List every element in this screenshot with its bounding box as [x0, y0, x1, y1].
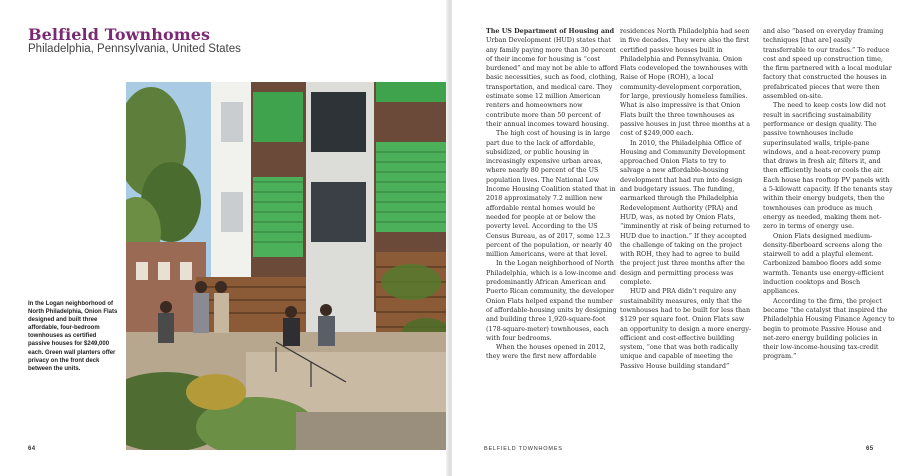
paragraph: The high cost of housing is in large part due to the lack of affordable, subsidized, or public housing in increasingly expensive urban areas, where nearly 80 percent of the US population lives. The National Low Income Housing Coalition stated that in 2018 approximately 7.2 million new affordable rental homes would be needed for people at or below the poverty level. According to the US Census Bureau, as of 2017, some 12.3 percent of the population, or nearly 40 million Americans, were at that level. [486, 129, 616, 259]
paragraph: residences North Philadelphia had seen in five decades. They were also the first certified passive houses built in Philadelphia and Pennsylvania. Onion Flats codeveloped the townhouses with Raise of Hope (ROH), a local community-development corporation, for large, previously homeless families. What is also impressive is that Onion Flats built the three townhouses as passive houses in just three months at a cost of $249,000 each. [620, 27, 751, 138]
lead-in: The US Department of Housing and [486, 27, 615, 35]
running-head: BELFIELD TOWNHOMES [484, 446, 563, 452]
page-subtitle: Philadelphia, Pennsylvania, United States [28, 43, 241, 55]
paragraph: The need to keep costs low did not result in sacrificing sustainability performance or design quality. The passive townhouses include superinsulated walls, triple-pane windows, and a heat-recovery pump that draws in fresh air, filters it, and then efficiently heats or cools the air. Each house has rooftop PV panels with a 5-kilowatt capacity. If the tenants stay within their energy budgets, then the townhouses can produce as much energy as needed, making them net-zero in terms of energy use. [763, 101, 893, 231]
paragraph: HUD and PRA didn’t require any sustainability measures, only that the townhouses had to be built for less than $129 per square foot. Onion Flats saw an opportunity to design a more energy-efficient and cost-effective building system, “one that was both radically unique and capable of meeting the Passive House building standard” [620, 287, 752, 370]
left-page [0, 0, 448, 476]
photo-caption: In the Logan neighborhood of North Philadelphia, Onion Flats designed and built three affordable, four-bedroom townhouses as certified passive houses for $249,000 each. Green wall planters offer privacy on the front deck between the units. [28, 301, 118, 372]
text-column-2 [620, 27, 752, 371]
townhouse-photo [126, 82, 448, 450]
paragraph: When the houses opened in 2012, they were the first new affordable [486, 343, 606, 361]
paragraph [486, 27, 618, 129]
paragraph-text: Urban Development (HUD) states that any family paying more than 30 percent of their income for housing is “cost burdened” and may not be able to afford basic necessities, such as food, clothing, transportation, and medical care. They estimate some 12 million American renters and homeowners now contribute more than 50 percent of their annual incomes toward housing. [486, 36, 618, 128]
paragraph: and also “based on everyday framing techniques [that are] easily transferrable to our trades.” To reduce cost and speed up construction time, the firm partnered with a local modular factory that constructed the houses in prefabricated pieces that were then assembled on-site. [763, 27, 892, 101]
page-number-right: 65 [866, 446, 874, 452]
paragraph: Onion Flats designed medium-density-fiberboard screens along the stairwell to add a playful element. Carbonized bamboo floors add some warmth. Tenants use energy-efficient induction cooktops and Bosch appliances. [763, 231, 884, 296]
paragraph: In the Logan neighborhood of North Philadelphia, which is a low-income and predominantly African American and Puerto Rican community, the developer Onion Flats helped expand the number of affordable-housing units by designing and building three 1,920-square-foot (178-square-meter) townhouses, each with four bedrooms. [486, 259, 617, 342]
page-title: Belfield Townhomes [28, 25, 211, 44]
text-column-1 [486, 27, 618, 362]
paragraph: According to the firm, the project became “the catalyst that inspired the Philadelphia Housing Finance Agency to begin to promote Passive House and net-zero energy building policies in their low-income-housing tax-credit program.” [763, 296, 895, 361]
page-number-left: 64 [28, 446, 36, 452]
paragraph: In 2010, the Philadelphia Office of Housing and Community Development approached Onion Flats to try to salvage a new affordable-housing development that had run into design and budgetary issues. The funding, earmarked through the Philadelphia Redevelopment Authority (PRA) and HUD, was, as noted by Onion Flats, “imminently at risk of being returned to HUD due to inaction.” If they accepted the challenge of taking on the project with ROH, they had to agree to build the project just three months after the design and permitting process was complete. [620, 138, 750, 287]
text-column-3 [763, 27, 895, 362]
